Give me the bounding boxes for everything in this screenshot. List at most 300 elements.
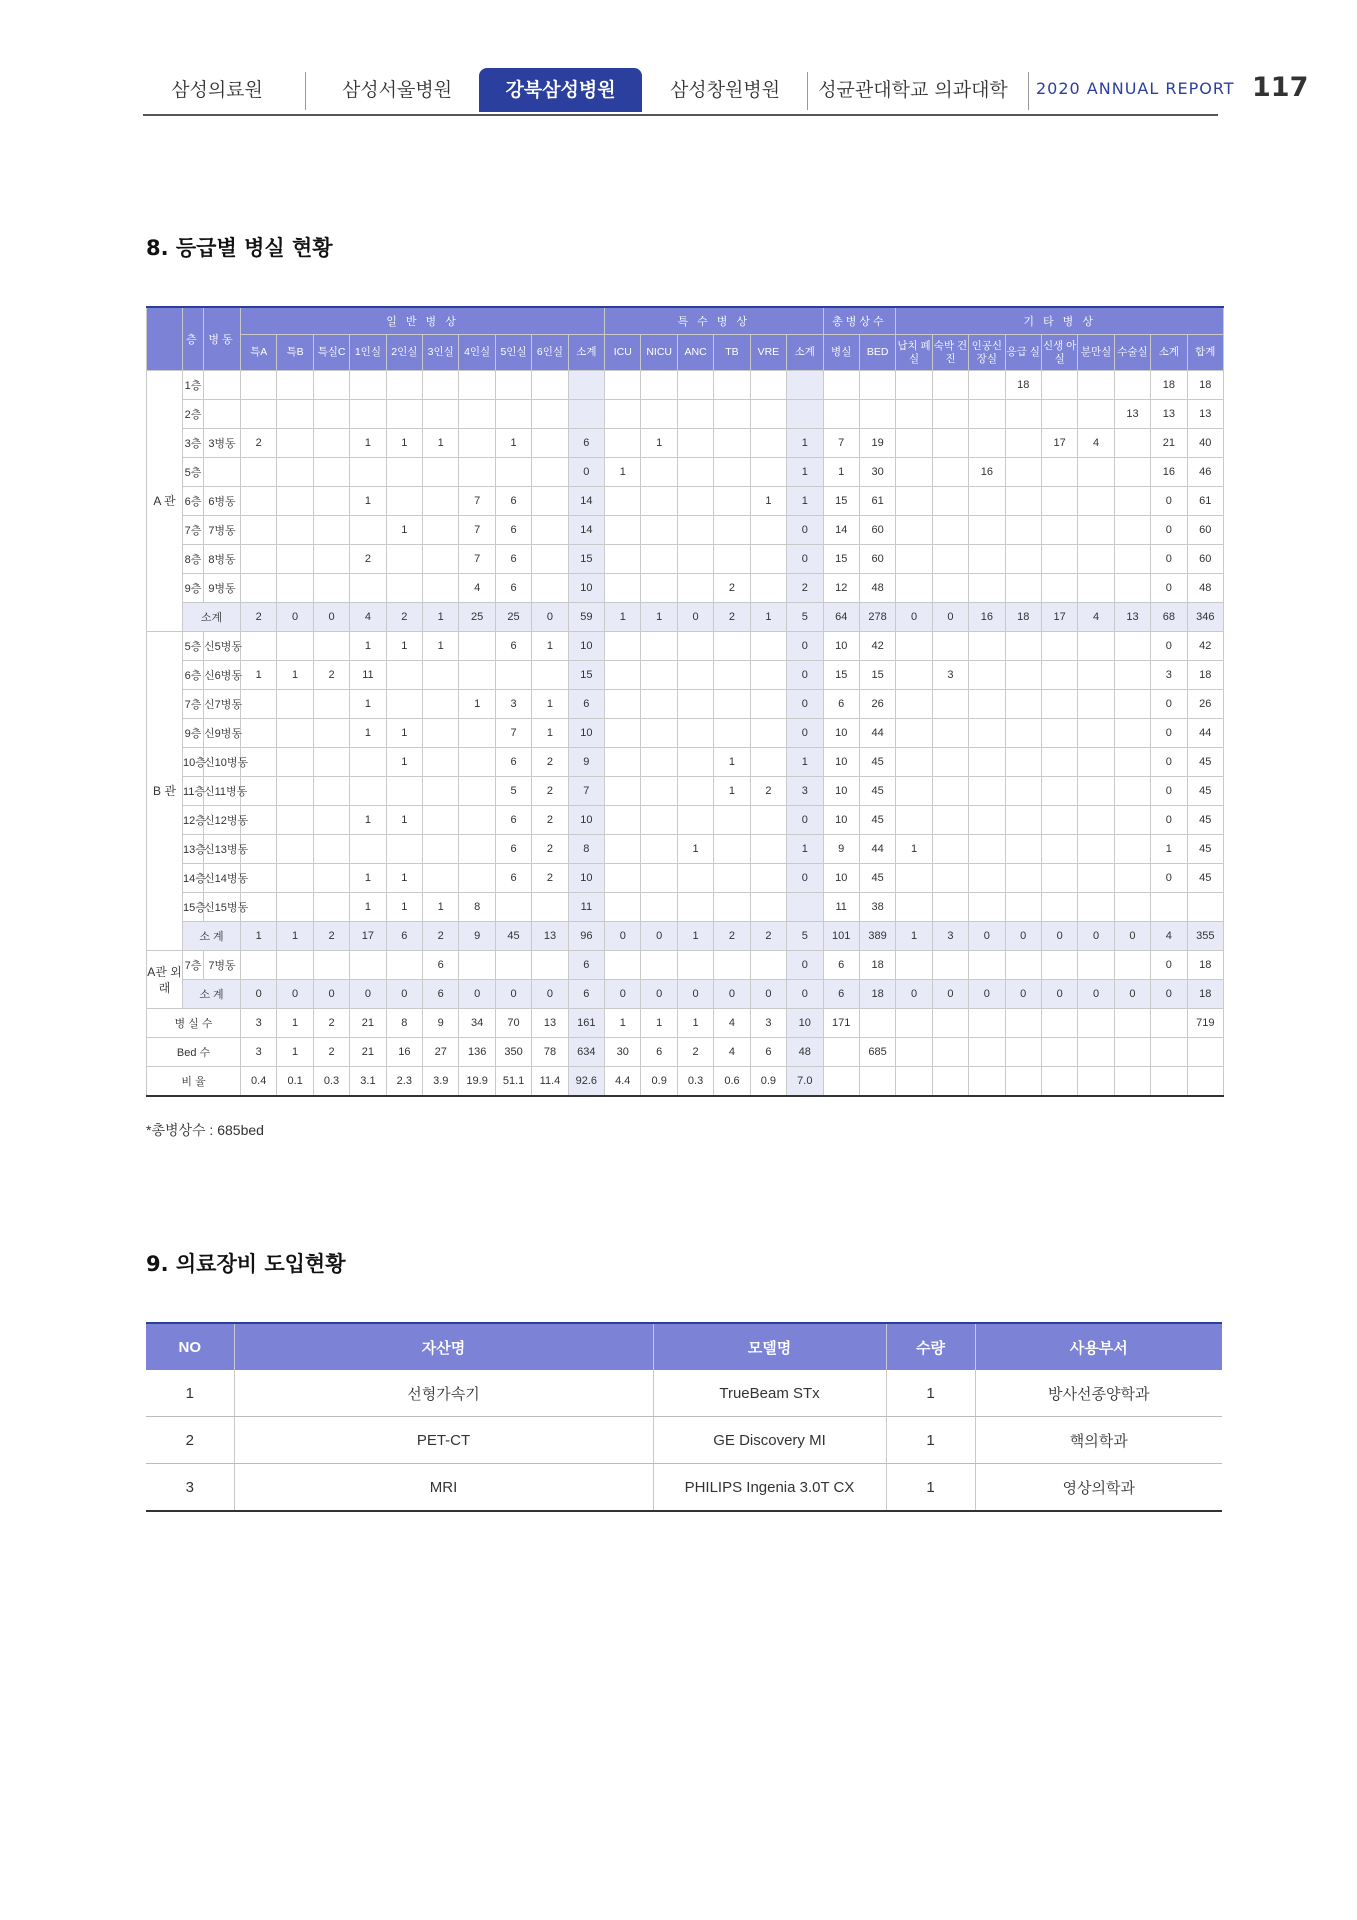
table-cell bbox=[641, 371, 677, 400]
table-cell bbox=[241, 574, 277, 603]
table-cell bbox=[350, 371, 386, 400]
table-cell bbox=[677, 516, 713, 545]
table-cell: 1 bbox=[277, 661, 313, 690]
table-cell: 44 bbox=[859, 835, 895, 864]
table-cell bbox=[896, 690, 932, 719]
table-row bbox=[147, 458, 1224, 487]
table-cell: 18 bbox=[1187, 661, 1223, 690]
table-cell bbox=[277, 806, 313, 835]
table-cell bbox=[1078, 748, 1114, 777]
table-cell: 355 bbox=[1187, 922, 1223, 951]
table-cell bbox=[605, 864, 641, 893]
table-cell bbox=[714, 371, 750, 400]
table-row bbox=[147, 835, 1224, 864]
table-cell: 2 bbox=[532, 748, 568, 777]
table-cell: 10 bbox=[823, 719, 859, 748]
table-cell: 1 bbox=[641, 603, 677, 632]
table-cell bbox=[532, 458, 568, 487]
table-cell bbox=[1114, 574, 1150, 603]
table-cell bbox=[459, 835, 495, 864]
table-cell bbox=[677, 371, 713, 400]
table-cell: 0 bbox=[1041, 980, 1077, 1009]
table-cell bbox=[1078, 632, 1114, 661]
table-cell bbox=[823, 371, 859, 400]
table-cell bbox=[932, 951, 968, 980]
table-cell bbox=[1041, 400, 1077, 429]
table-cell bbox=[532, 371, 568, 400]
table-cell: 18 bbox=[1187, 371, 1223, 400]
table-cell: 1 bbox=[277, 1038, 313, 1067]
table-cell bbox=[932, 371, 968, 400]
table-cell: 13 bbox=[1114, 400, 1150, 429]
table-cell: 18 bbox=[1187, 980, 1223, 1009]
table-cell bbox=[1114, 806, 1150, 835]
table-cell: 0 bbox=[350, 980, 386, 1009]
table-cell bbox=[932, 429, 968, 458]
table-cell bbox=[823, 1038, 859, 1067]
table-cell bbox=[1078, 1009, 1114, 1038]
table-cell bbox=[1041, 487, 1077, 516]
column-header: 수술실 bbox=[1114, 335, 1150, 371]
table-cell: 1 bbox=[241, 661, 277, 690]
table-cell bbox=[641, 632, 677, 661]
table-cell bbox=[969, 429, 1005, 458]
table-cell: 0 bbox=[1151, 719, 1187, 748]
table-cell bbox=[423, 371, 459, 400]
table-cell: 0 bbox=[1151, 777, 1187, 806]
table-cell bbox=[532, 487, 568, 516]
table-cell: 1 bbox=[350, 487, 386, 516]
table-cell bbox=[641, 864, 677, 893]
table-cell: 15 bbox=[823, 545, 859, 574]
table-cell: 1 bbox=[641, 429, 677, 458]
table-cell: 0 bbox=[896, 980, 932, 1009]
ward-cell bbox=[204, 458, 241, 487]
table-cell: 1 bbox=[787, 835, 823, 864]
table-cell bbox=[1151, 1038, 1187, 1067]
table-cell: 0 bbox=[605, 922, 641, 951]
table-cell: 51.1 bbox=[495, 1067, 531, 1097]
table-cell bbox=[714, 864, 750, 893]
table-cell bbox=[241, 371, 277, 400]
table-cell: 25 bbox=[459, 603, 495, 632]
table-cell bbox=[313, 806, 349, 835]
tab-kangbuk-samsung-hospital[interactable]: 강북삼성병원 bbox=[479, 68, 642, 112]
floor-cell: 5층 bbox=[183, 632, 204, 661]
table-cell bbox=[1078, 893, 1114, 922]
table-cell bbox=[969, 864, 1005, 893]
table-row bbox=[147, 632, 1224, 661]
table-cell: 3.9 bbox=[423, 1067, 459, 1097]
table-cell bbox=[313, 400, 349, 429]
table-cell: 6 bbox=[750, 1038, 786, 1067]
ward-cell: 신7병동 bbox=[204, 690, 241, 719]
table-cell bbox=[241, 951, 277, 980]
table-cell bbox=[896, 893, 932, 922]
floor-cell: 12층 bbox=[183, 806, 204, 835]
table-cell bbox=[313, 487, 349, 516]
table-cell: 1 bbox=[277, 922, 313, 951]
table-cell: 0 bbox=[495, 980, 531, 1009]
table-cell: 61 bbox=[1187, 487, 1223, 516]
table-cell bbox=[641, 951, 677, 980]
table-cell: 8 bbox=[568, 835, 604, 864]
table-cell bbox=[241, 632, 277, 661]
tab-samsung-changwon-hospital[interactable]: 삼성창원병원 bbox=[669, 79, 781, 101]
table-cell bbox=[677, 777, 713, 806]
table-cell: 9 bbox=[459, 922, 495, 951]
table-cell: 2 bbox=[313, 922, 349, 951]
table-cell bbox=[641, 661, 677, 690]
table-cell bbox=[969, 748, 1005, 777]
tab-skku-medicine[interactable]: 성균관대학교 의과대학 bbox=[818, 79, 1008, 101]
table-cell: 0.6 bbox=[714, 1067, 750, 1097]
table-cell bbox=[1041, 951, 1077, 980]
table-cell: 10 bbox=[823, 777, 859, 806]
table-cell bbox=[1041, 1067, 1077, 1097]
table-cell bbox=[641, 690, 677, 719]
table-cell bbox=[750, 893, 786, 922]
table-cell: 9 bbox=[423, 1009, 459, 1038]
column-header: 특A bbox=[241, 335, 277, 371]
table-cell bbox=[1041, 632, 1077, 661]
column-header: 소계 bbox=[1151, 335, 1187, 371]
table-cell: 0 bbox=[1114, 922, 1150, 951]
table-cell bbox=[386, 458, 422, 487]
table-cell: 10 bbox=[787, 1009, 823, 1038]
table-cell: 2.3 bbox=[386, 1067, 422, 1097]
table-cell: 0 bbox=[1151, 690, 1187, 719]
table-cell bbox=[532, 400, 568, 429]
table-cell: 1 bbox=[714, 777, 750, 806]
table-cell bbox=[605, 545, 641, 574]
table-cell bbox=[532, 516, 568, 545]
table-cell bbox=[313, 690, 349, 719]
table-row bbox=[147, 429, 1224, 458]
tab-samsung-medical-center[interactable]: 삼성의료원 bbox=[171, 79, 263, 101]
table-cell bbox=[641, 777, 677, 806]
table-cell: 1 bbox=[787, 429, 823, 458]
nav-divider bbox=[305, 72, 306, 110]
table-cell bbox=[605, 690, 641, 719]
table-cell: 0.3 bbox=[677, 1067, 713, 1097]
table-cell bbox=[1114, 1038, 1150, 1067]
total-beds-note: *총병상수 : 685bed bbox=[146, 1122, 264, 1138]
table-cell: 0.1 bbox=[277, 1067, 313, 1097]
table-cell: 10 bbox=[568, 632, 604, 661]
table-cell: 96 bbox=[568, 922, 604, 951]
table-cell bbox=[1114, 661, 1150, 690]
table-cell bbox=[277, 835, 313, 864]
table-cell bbox=[1114, 1009, 1150, 1038]
table-cell: 4.4 bbox=[605, 1067, 641, 1097]
table-cell bbox=[896, 806, 932, 835]
table-cell bbox=[896, 632, 932, 661]
table-cell bbox=[714, 835, 750, 864]
table-cell: 1 bbox=[423, 603, 459, 632]
table-cell bbox=[605, 951, 641, 980]
table-cell: 18 bbox=[1187, 951, 1223, 980]
table-cell bbox=[1005, 545, 1041, 574]
table-row bbox=[147, 516, 1224, 545]
table-cell: 13 bbox=[532, 1009, 568, 1038]
table-cell bbox=[313, 429, 349, 458]
table-cell bbox=[241, 458, 277, 487]
table-cell bbox=[423, 748, 459, 777]
table-cell: 30 bbox=[859, 458, 895, 487]
table-cell: 6 bbox=[423, 951, 459, 980]
table-cell bbox=[459, 806, 495, 835]
table-cell: 719 bbox=[1187, 1009, 1223, 1038]
table-cell: 1 bbox=[886, 1417, 975, 1464]
table-cell bbox=[1078, 777, 1114, 806]
table-cell bbox=[423, 574, 459, 603]
table-cell bbox=[1078, 806, 1114, 835]
table-cell: 2 bbox=[677, 1038, 713, 1067]
table-cell bbox=[714, 661, 750, 690]
table-cell: 350 bbox=[495, 1038, 531, 1067]
table-cell: 45 bbox=[859, 806, 895, 835]
table-cell bbox=[386, 690, 422, 719]
table-cell: 1 bbox=[750, 487, 786, 516]
table-cell: 2 bbox=[532, 777, 568, 806]
table-cell: 1 bbox=[896, 835, 932, 864]
column-header: VRE bbox=[750, 335, 786, 371]
table-cell: 6 bbox=[823, 951, 859, 980]
table-cell bbox=[1078, 371, 1114, 400]
table-cell bbox=[859, 1009, 895, 1038]
table-cell bbox=[350, 777, 386, 806]
table-cell: 0.4 bbox=[241, 1067, 277, 1097]
section-title: 9. 의료장비 도입현황 bbox=[146, 1252, 346, 1276]
ward-cell: 신12병동 bbox=[204, 806, 241, 835]
table-row bbox=[146, 1417, 1222, 1464]
table-cell bbox=[386, 371, 422, 400]
table-cell: 4 bbox=[1078, 429, 1114, 458]
column-header: ICU bbox=[605, 335, 641, 371]
table-row bbox=[147, 748, 1224, 777]
table-cell bbox=[1005, 864, 1041, 893]
table-cell bbox=[714, 458, 750, 487]
table-cell: 60 bbox=[859, 516, 895, 545]
table-cell bbox=[386, 661, 422, 690]
ward-grade-table bbox=[146, 306, 1224, 1097]
table-cell bbox=[969, 661, 1005, 690]
table-cell: 21 bbox=[1151, 429, 1187, 458]
table-cell: 2 bbox=[714, 922, 750, 951]
table-cell bbox=[1114, 864, 1150, 893]
column-header: NICU bbox=[641, 335, 677, 371]
floor-cell: 13층 bbox=[183, 835, 204, 864]
table-cell bbox=[1114, 748, 1150, 777]
header-floor: 층 bbox=[183, 307, 204, 371]
table-cell: 40 bbox=[1187, 429, 1223, 458]
table-cell bbox=[386, 777, 422, 806]
ward-cell: 9병동 bbox=[204, 574, 241, 603]
table-cell: 1 bbox=[386, 893, 422, 922]
table-cell: 0 bbox=[1151, 980, 1187, 1009]
subtotal-row bbox=[147, 922, 1224, 951]
table-cell bbox=[750, 545, 786, 574]
table-cell bbox=[969, 400, 1005, 429]
table-cell: 14 bbox=[568, 516, 604, 545]
table-cell: 0 bbox=[787, 661, 823, 690]
table-cell bbox=[1005, 690, 1041, 719]
table-cell bbox=[1041, 458, 1077, 487]
table-cell bbox=[423, 777, 459, 806]
table-cell: 2 bbox=[313, 661, 349, 690]
table-cell bbox=[313, 835, 349, 864]
table-cell: 0 bbox=[1078, 922, 1114, 951]
table-cell bbox=[750, 661, 786, 690]
table-cell: 5 bbox=[787, 922, 823, 951]
table-cell: 영상의학과 bbox=[975, 1464, 1222, 1512]
table-cell bbox=[896, 951, 932, 980]
table-cell: 1 bbox=[350, 690, 386, 719]
table-cell: 61 bbox=[859, 487, 895, 516]
table-cell bbox=[750, 458, 786, 487]
table-cell bbox=[241, 690, 277, 719]
table-cell: 346 bbox=[1187, 603, 1223, 632]
table-cell bbox=[605, 516, 641, 545]
table-cell: 0 bbox=[1005, 922, 1041, 951]
table-cell: 7 bbox=[459, 516, 495, 545]
table-cell: 17 bbox=[350, 922, 386, 951]
table-cell bbox=[605, 806, 641, 835]
ward-cell: 신9병동 bbox=[204, 719, 241, 748]
table-cell: 1 bbox=[350, 864, 386, 893]
table-cell bbox=[313, 371, 349, 400]
subtotal-label: 소 계 bbox=[183, 922, 241, 951]
table-cell: 18 bbox=[1005, 371, 1041, 400]
group-label: A관 외래 bbox=[147, 951, 183, 1009]
table-cell: 4 bbox=[714, 1009, 750, 1038]
table-cell: 1 bbox=[350, 632, 386, 661]
table-cell: 6 bbox=[495, 748, 531, 777]
table-cell bbox=[677, 574, 713, 603]
table-cell: 0 bbox=[532, 980, 568, 1009]
column-header: 숙박 건진 bbox=[932, 335, 968, 371]
table-cell bbox=[750, 371, 786, 400]
table-cell bbox=[1114, 719, 1150, 748]
table-cell: 3 bbox=[932, 661, 968, 690]
table-cell bbox=[1114, 1067, 1150, 1097]
table-cell: 1 bbox=[1151, 835, 1187, 864]
table-cell: 6 bbox=[823, 980, 859, 1009]
table-cell bbox=[1114, 487, 1150, 516]
table-cell bbox=[787, 893, 823, 922]
table-cell: 8 bbox=[386, 1009, 422, 1038]
table-row bbox=[146, 1464, 1222, 1512]
table-cell bbox=[1005, 748, 1041, 777]
table-cell: 38 bbox=[859, 893, 895, 922]
table-cell: 42 bbox=[859, 632, 895, 661]
table-cell: 45 bbox=[1187, 748, 1223, 777]
table-cell: 7 bbox=[459, 487, 495, 516]
column-header: 자산명 bbox=[234, 1323, 653, 1370]
table-cell bbox=[423, 545, 459, 574]
table-cell bbox=[714, 545, 750, 574]
nav-divider bbox=[1028, 72, 1029, 110]
table-cell: 26 bbox=[1187, 690, 1223, 719]
table-cell: 6 bbox=[568, 429, 604, 458]
table-cell: 2 bbox=[313, 1009, 349, 1038]
table-cell bbox=[277, 545, 313, 574]
table-cell: 14 bbox=[823, 516, 859, 545]
table-cell: 0 bbox=[1078, 980, 1114, 1009]
header-ward: 병동 bbox=[204, 307, 241, 371]
table-cell: 2 bbox=[241, 429, 277, 458]
table-cell: 0 bbox=[787, 690, 823, 719]
column-header: 5인실 bbox=[495, 335, 531, 371]
column-header: 2인실 bbox=[386, 335, 422, 371]
table-cell: 방사선종양학과 bbox=[975, 1370, 1222, 1417]
floor-cell: 14층 bbox=[183, 864, 204, 893]
table-cell: 45 bbox=[1187, 806, 1223, 835]
table-cell: 0 bbox=[787, 516, 823, 545]
table-cell: 45 bbox=[1187, 835, 1223, 864]
table-cell bbox=[532, 893, 568, 922]
ward-cell: 신13병동 bbox=[204, 835, 241, 864]
table-cell: 1 bbox=[350, 893, 386, 922]
table-cell: 6 bbox=[423, 980, 459, 1009]
table-cell: 46 bbox=[1187, 458, 1223, 487]
table-cell bbox=[1114, 951, 1150, 980]
summary-label: 병 실 수 bbox=[147, 1009, 241, 1038]
table-cell: 7 bbox=[495, 719, 531, 748]
table-cell bbox=[932, 487, 968, 516]
column-header: 인공신 장실 bbox=[969, 335, 1005, 371]
table-cell: 1 bbox=[787, 748, 823, 777]
table-cell bbox=[932, 545, 968, 574]
table-cell bbox=[1005, 632, 1041, 661]
table-cell bbox=[1005, 1067, 1041, 1097]
table-cell bbox=[423, 806, 459, 835]
table-cell bbox=[750, 864, 786, 893]
table-cell: 45 bbox=[495, 922, 531, 951]
table-cell bbox=[677, 661, 713, 690]
header-total-beds: 총병상수 bbox=[823, 307, 896, 335]
table-cell bbox=[1114, 429, 1150, 458]
table-cell bbox=[969, 835, 1005, 864]
ward-cell: 신6병동 bbox=[204, 661, 241, 690]
table-cell: 1 bbox=[386, 429, 422, 458]
table-cell bbox=[1005, 429, 1041, 458]
table-cell bbox=[386, 545, 422, 574]
report-label: 2020 ANNUAL REPORT bbox=[1036, 79, 1235, 98]
table-cell bbox=[241, 516, 277, 545]
table-row bbox=[147, 661, 1224, 690]
table-cell: 6 bbox=[495, 545, 531, 574]
table-cell: 1 bbox=[277, 1009, 313, 1038]
table-cell bbox=[495, 661, 531, 690]
table-cell bbox=[1041, 835, 1077, 864]
table-cell bbox=[1114, 545, 1150, 574]
table-cell: 16 bbox=[1151, 458, 1187, 487]
table-cell: 1 bbox=[677, 922, 713, 951]
table-cell: 7 bbox=[459, 545, 495, 574]
table-cell: 1 bbox=[605, 458, 641, 487]
table-cell: 19 bbox=[859, 429, 895, 458]
table-cell: 6 bbox=[823, 690, 859, 719]
table-cell bbox=[1114, 690, 1150, 719]
table-cell: 0 bbox=[1005, 980, 1041, 1009]
table-cell: 45 bbox=[1187, 864, 1223, 893]
tab-samsung-seoul-hospital[interactable]: 삼성서울병원 bbox=[341, 79, 453, 101]
table-cell bbox=[1151, 1009, 1187, 1038]
summary-row bbox=[147, 1038, 1224, 1067]
table-cell bbox=[1078, 400, 1114, 429]
